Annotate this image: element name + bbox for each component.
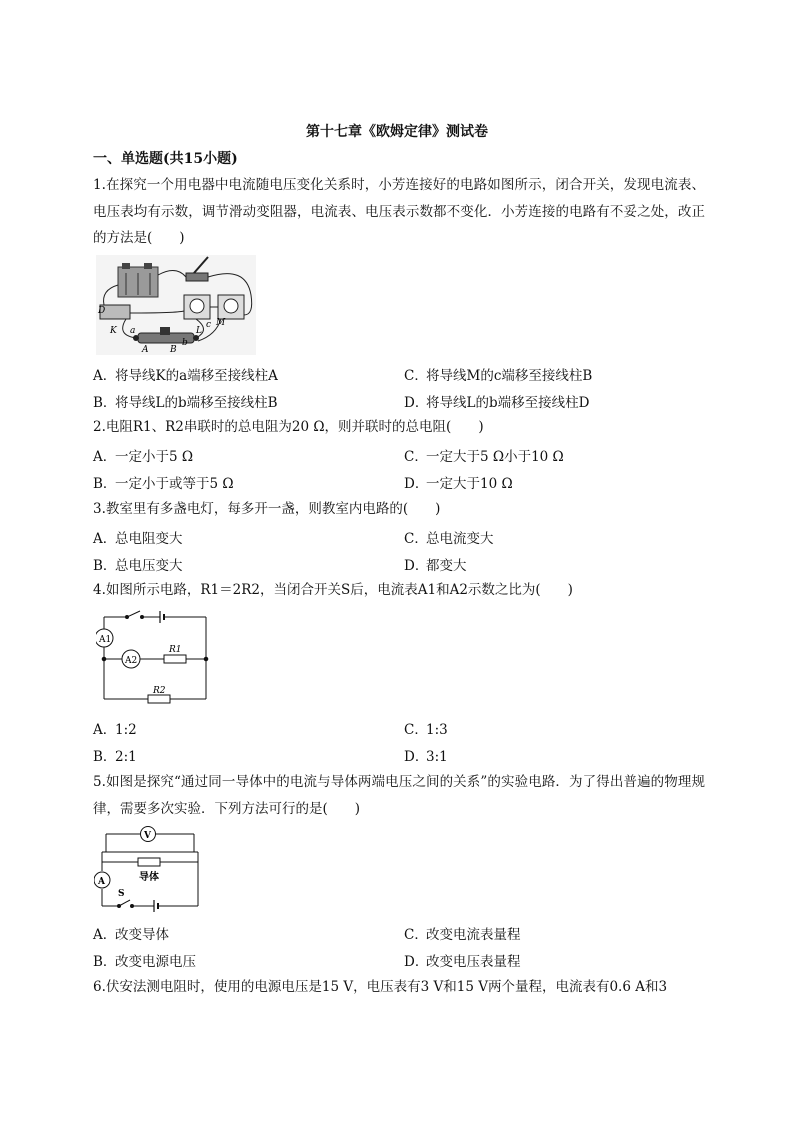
figure-label: 导体: [139, 872, 159, 883]
question-4: [93, 577, 705, 604]
figure-label: D: [98, 306, 106, 316]
question-number: 1.: [93, 177, 106, 193]
figure-label: A: [142, 345, 149, 355]
question-number: 3.: [93, 501, 106, 517]
option-d[interactable]: D．3:1: [404, 749, 448, 765]
question-5: [93, 769, 705, 822]
figure-5-circuit: [94, 826, 200, 916]
option-d[interactable]: D．都变大: [404, 558, 467, 574]
figure-label: R1: [169, 645, 182, 655]
ammeter-icon: [94, 872, 110, 888]
option-a[interactable]: A．1:2: [93, 722, 137, 738]
ammeter-icon: [184, 295, 210, 319]
figure-label: V: [144, 831, 151, 841]
option-d[interactable]: D．一定大于10 Ω: [404, 476, 513, 492]
question-text: 伏安法测电阻时，使用的电源电压是15 V，电压表有3 V和15 V两个量程，电流表有0.6 A和3: [105, 979, 668, 995]
option-a[interactable]: A．总电阻变大: [93, 531, 183, 547]
ammeter-a1-icon: [96, 629, 113, 647]
question-2: [93, 414, 705, 441]
figure-label: c: [206, 320, 212, 330]
figure-label: A: [98, 877, 105, 887]
option-b[interactable]: B．2:1: [93, 749, 137, 765]
question-3: [93, 496, 705, 523]
ammeter-a2-icon: [122, 650, 140, 668]
option-b[interactable]: B．改变电源电压: [93, 954, 196, 970]
page-title: 第十七章《欧姆定律》测试卷: [306, 124, 488, 140]
figure-4-circuit: [96, 607, 212, 709]
figure-label: A2: [125, 656, 138, 666]
figure-label: R2: [153, 686, 166, 696]
option-c[interactable]: C．改变电流表量程: [404, 927, 521, 943]
figure-label: a: [130, 326, 136, 336]
question-number: 2.: [93, 419, 106, 435]
voltmeter-icon: [141, 827, 156, 842]
option-a[interactable]: A．将导线K的a端移至接线柱A: [93, 368, 278, 384]
option-c[interactable]: C．将导线M的c端移至接线柱B: [404, 368, 593, 384]
option-c[interactable]: C．1:3: [404, 722, 448, 738]
figure-label: B: [170, 345, 177, 355]
figure-label: S: [118, 889, 125, 899]
question-text: 如图是探究“通过同一导体中的电流与导体两端电压之间的关系”的实验电路．为了得出普遍的物理规律，需要多次实验．下列方法可行的是( ): [93, 774, 705, 817]
figure-label: A1: [99, 635, 112, 645]
question-number: 4.: [93, 582, 106, 598]
figure-1-photo-circuit: [96, 255, 256, 355]
option-d[interactable]: D．改变电压表量程: [404, 954, 521, 970]
question-number: 6.: [93, 979, 106, 995]
option-d[interactable]: D．将导线L的b端移至接线柱D: [404, 395, 590, 411]
option-a[interactable]: A．一定小于5 Ω: [93, 449, 194, 465]
question-text: 在探究一个用电器中电流随电压变化关系时，小芳连接好的电路如图所示，闭合开关，发现电流表、电压表均有示数，调节滑动变阻器，电流表、电压表示数都不变化．小芳连接的电路有不妥之处，改正的方法是( ): [93, 177, 705, 246]
question-6: [93, 974, 705, 1001]
question-text: 电阻R1、R2串联时的总电阻为20 Ω，则并联时的总电阻( ): [105, 419, 484, 435]
option-c[interactable]: C．总电流变大: [404, 531, 494, 547]
question-text: 教室里有多盏电灯，每多开一盏，则教室内电路的( ): [105, 501, 441, 517]
figure-label: L: [196, 326, 202, 336]
question-number: 5.: [93, 774, 106, 790]
option-b[interactable]: B．一定小于或等于5 Ω: [93, 476, 234, 492]
question-1: [93, 172, 705, 252]
option-b[interactable]: B．将导线L的b端移至接线柱B: [93, 395, 278, 411]
figure-label: M: [216, 318, 226, 328]
figure-label: K: [110, 326, 117, 336]
option-c[interactable]: C．一定大于5 Ω小于10 Ω: [404, 449, 564, 465]
question-text: 如图所示电路，R1＝2R2，当闭合开关S后，电流表A1和A2示数之比为( ): [105, 582, 573, 598]
voltmeter-icon: [218, 295, 244, 319]
section-heading: 一、单选题(共15小题): [93, 151, 238, 167]
option-a[interactable]: A．改变导体: [93, 927, 169, 943]
figure-label: b: [182, 338, 188, 348]
option-b[interactable]: B．总电压变大: [93, 558, 183, 574]
battery-icon: [118, 263, 158, 297]
